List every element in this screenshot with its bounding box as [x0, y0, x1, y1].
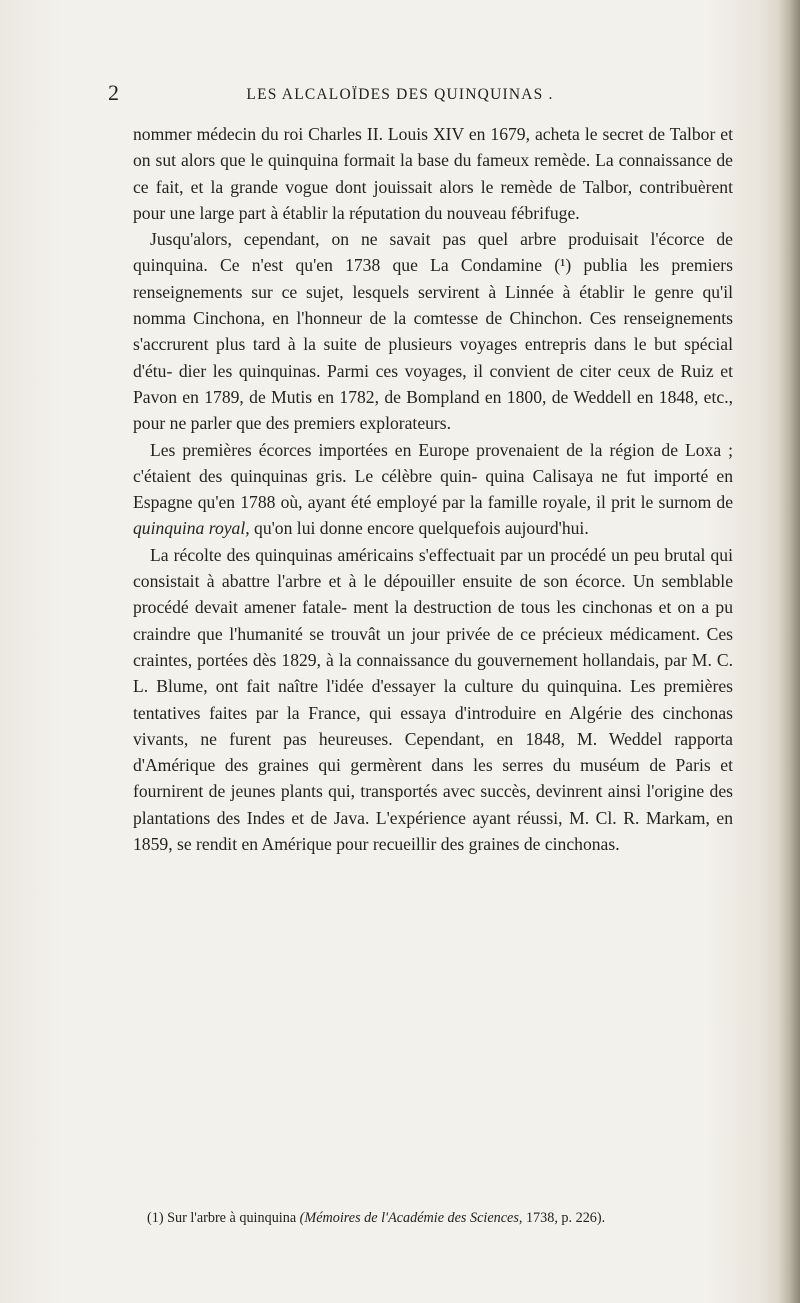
footnote-italic: (Mémoires de l'Académie des Sciences, — [299, 1210, 523, 1226]
paragraph-4: La récolte des quinquinas américains s'effectuait par un procédé un peu brutal qui consistait à abattre l'arbre et à le dépouiller ensuite de son écorce. Un semblable procédé devait amener fatale- ment la destruction de tous les cinchonas et on a pu craindre que l'humanité se trouvât un jour privée de ce précieux médicament. Ces craintes, portées dès 1829, à la connaissance du gouvernement hollandais, par M. C. L. Blume, ont fait naître l'idée d'essayer la culture du quinquina. Les premières tentatives faites par la France, qui essaya d'introduire en Algérie des cinchonas vivants, ne furent pas heureuses. Cependant, en 1848, M. Weddel rapporta d'Amérique des graines qui germèrent dans les serres du muséum de Paris et fournirent de jeunes plants qui, transportés avec succès, devinrent ainsi l'origine des plantations des Indes et de Java. L'expérience ayant réussi, M. Cl. R. Markam, en 1859, se rendit en Amérique pour recueillir des graines de cinchonas. — [133, 544, 733, 855]
paragraph-3-text-a: Les premières écorces importées en Europe provenaient de la région de Loxa ; c'étaient des quinquinas gris. Le célèbre quin- quina Calisaya ne fut importé en Espagne qu'en 1788 où, ayant été employé par la famille royale, il prit le surnom de — [133, 439, 733, 513]
paragraph-3-italic: quinquina royal, — [133, 518, 250, 539]
footnote-suffix: 1738, p. 226). — [525, 1210, 606, 1226]
running-title: LES ALCALOÏDES DES QUINQUINAS . — [246, 86, 554, 103]
page-number: 2 — [108, 80, 119, 105]
paragraph-1: nommer médecin du roi Charles II. Louis XIV en 1679, acheta le secret de Talbor et on sut alors que le quinquina formait la base du fameux remède. La connaissance de ce fait, et la grande vogue dont jouissait alors le remède de Talbor, contribuèrent pour une large part à établir la réputation du nouveau fébrifuge. — [133, 124, 733, 223]
paragraph-3 — [133, 437, 733, 542]
body-text — [133, 121, 733, 857]
page-edge-shadow — [778, 0, 800, 1303]
paragraph-3-text-b: qu'on lui donne encore quelquefois aujourd'hui. — [254, 518, 589, 539]
footnote — [147, 1208, 747, 1228]
paragraph-2: Jusqu'alors, cependant, on ne savait pas quel arbre produisait l'écorce de quinquina. Ce n'est qu'en 1738 que La Condamine (¹) publia les premiers renseignements sur ce sujet, lesquels servirent à Linnée à établir le genre qu'il nomma Cinchona, en l'honneur de la comtesse de Chinchon. Ces renseignements s'accrurent plus tard à la suite de plusieurs voyages entrepris dans le but spécial d'étu- dier les quinquinas. Parmi ces voyages, il convient de citer ceux de Ruiz et Pavon en 1789, de Mutis en 1782, de Bompland en 1800, de Weddell en 1848, etc., pour ne parler que des premiers explorateurs. — [133, 229, 733, 434]
footnote-prefix: (1) Sur l'arbre à quinquina — [147, 1210, 297, 1226]
